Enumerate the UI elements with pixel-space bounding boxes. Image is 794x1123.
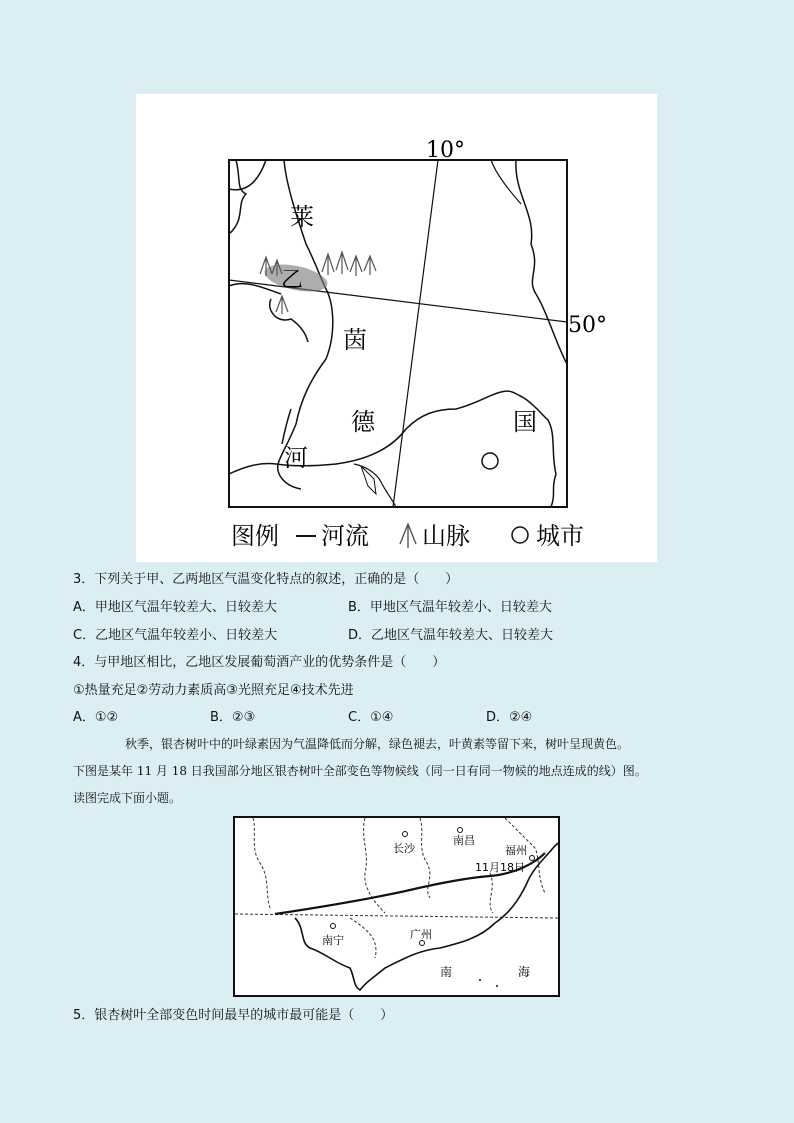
border-line [270,299,308,342]
question-3-stem: 3．下列关于甲、乙两地区气温变化特点的叙述，正确的是（ ） [73,572,459,587]
question-4-stem: 4．与甲地区相比，乙地区发展葡萄酒产业的优势条件是（ ） [73,655,446,670]
german-region-border [229,391,556,507]
rhine-map-figure [136,94,657,562]
nanning-label: 南宁 [322,934,344,947]
guangzhou-label: 广州 [410,928,432,941]
phenology-map-figure [233,816,560,997]
region-label: 德 [351,408,375,436]
phenology-line-label: 11月18日 [475,861,525,874]
sea-label-2: 海 [518,965,531,979]
rhine-map [136,94,657,562]
region-label: 国 [513,408,537,436]
border-line [516,160,567,364]
passage-line-2: 下图是某年 11 月 18 日我国部分地区银杏树叶全部变色等物候线（同一日有同一物候的地点连成的线）图。 [73,764,647,778]
changsha-label: 长沙 [393,842,415,855]
region-label: 河 [284,444,308,472]
changsha-dot [403,832,408,837]
question-3-option-a[interactable]: A．甲地区气温年较差大、日较差大 [73,600,277,615]
map-frame [229,160,567,507]
nanchang-label: 南昌 [453,834,475,847]
coastline [553,843,558,848]
province-borders [235,818,558,958]
question-4-conditions: ①热量充足②劳动力素质高③光照充足④技术先进 [73,683,354,698]
city-symbol [482,453,498,469]
phenology-map [235,818,558,995]
passage [73,731,733,812]
region-label: 乙 [281,268,304,293]
question-3-option-b[interactable]: B．甲地区气温年较差小、日较差大 [348,600,552,615]
fuzhou-dot [530,856,535,861]
question-3-option-d[interactable]: D．乙地区气温年较差大、日较差大 [348,628,554,643]
lon-label: 10° [426,138,465,163]
nanning-dot [331,924,336,929]
legend-title: 图例 [231,522,279,550]
meridian-line [393,160,438,507]
sea-label-1: 南 [440,965,453,979]
passage-line-3: 读图完成下面小题。 [73,791,182,805]
region-label: 莱 [290,203,314,231]
guangzhou-dot [420,941,425,946]
island-dot [496,985,498,987]
lat-label: 50° [568,313,607,338]
question-4-option-a[interactable]: A．①② [73,710,119,725]
lake-outline [361,466,376,494]
legend-mountain-symbol [400,524,416,548]
legend-mountain-label: 山脉 [422,522,470,550]
border-line [229,160,246,234]
question-4-option-d[interactable]: D．②④ [486,710,533,725]
question-5-stem: 5．银杏树叶全部变色时间最早的城市最可能是（ ） [73,1008,394,1023]
border-line [229,160,266,190]
legend-city-label: 城市 [536,522,584,550]
legend-river-label: 河流 [321,522,369,550]
island-dot [479,979,481,981]
question-4-option-c[interactable]: C．①④ [348,710,394,725]
fuzhou-label: 福州 [505,844,527,857]
passage-line-1: 秋季，银杏树叶中的叶绿素因为气温降低而分解，绿色褪去，叶黄素等留下来，树叶呈现黄色。 [125,737,630,751]
legend-city-symbol [512,527,528,543]
question-4-option-b[interactable]: B．②③ [210,710,256,725]
nanchang-dot [458,828,463,833]
region-label: 茵 [343,326,367,354]
question-3-option-c[interactable]: C．乙地区气温年较差小、日较差大 [73,628,278,643]
